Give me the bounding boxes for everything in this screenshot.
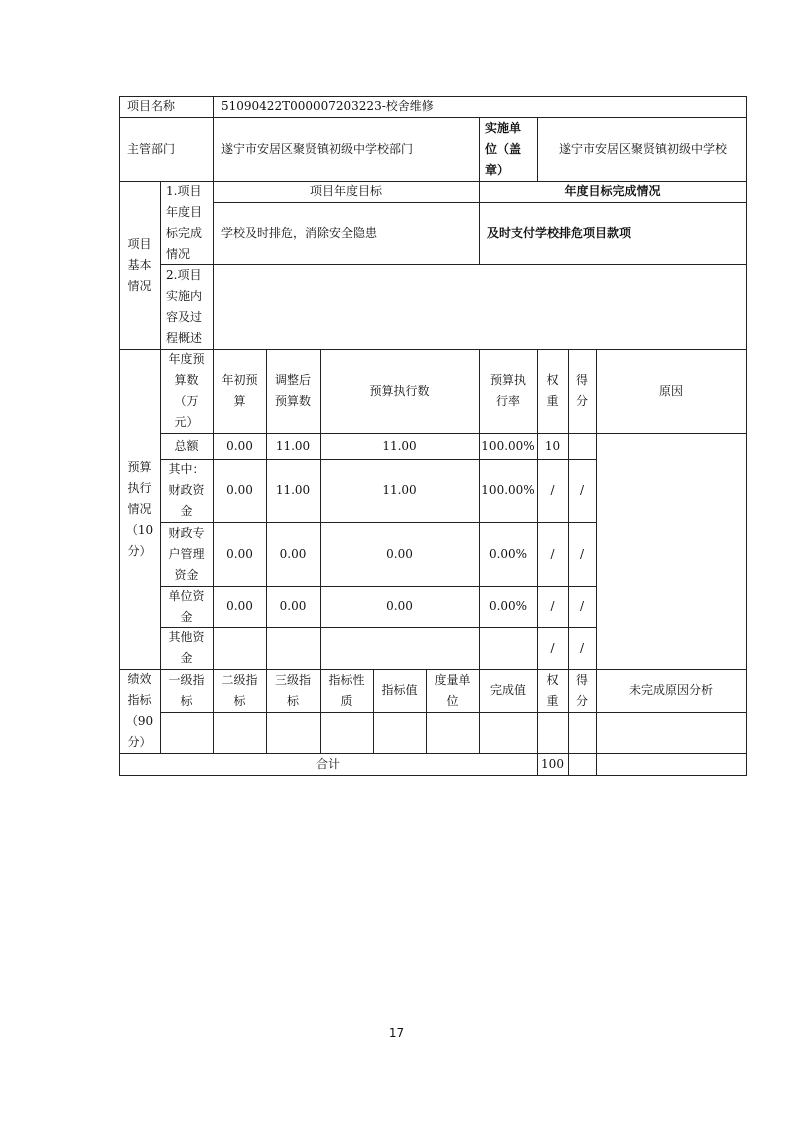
budget-row-weight: / (550, 599, 555, 613)
budget-row-adjusted: 0.00 (279, 546, 307, 561)
completion-header: 年度目标完成情况 (564, 184, 661, 198)
performance-section-label: 绩效 指标 （90 分） (125, 672, 154, 749)
budget-row-executed: 0.00 (386, 599, 413, 613)
budget-row-initial: 0.00 (226, 599, 253, 613)
budget-row-score: / (579, 546, 585, 561)
budget-row-executed: 11.00 (382, 438, 417, 453)
budget-row-executed (320, 627, 479, 669)
budget-row-initial: 0.00 (226, 546, 253, 561)
budget-row-executed: 0.00 (386, 546, 413, 561)
budget-section-label: 预算 执行 情况 （10 分） (125, 459, 154, 558)
budget-row-initial: 0.00 (226, 438, 253, 453)
perf-header-level1: 一级指 标 (168, 672, 205, 708)
process-value (213, 264, 746, 349)
budget-row-weight: / (550, 546, 555, 561)
perf-header-level3: 三级指 标 (274, 672, 311, 708)
budget-header-adjusted: 调整后 预算数 (274, 373, 311, 408)
total-weight: 100 (541, 756, 564, 771)
goal-value: 学校及时排危，消除安全隐患 (221, 225, 378, 240)
page-number: 17 (388, 1026, 405, 1040)
total-label: 合计 (315, 756, 340, 771)
budget-row-executed: 11.00 (382, 483, 417, 497)
project-name-label: 项目名称 (127, 99, 176, 113)
perf-header-analysis: 未完成原因分析 (628, 683, 713, 697)
budget-row-label: 财政专 户管理 资金 (168, 525, 205, 582)
process-label: 2.项目 实施内 容及过 程概述 (166, 267, 203, 345)
budget-row-score: / (579, 640, 585, 655)
budget-header-executed: 预算执行数 (369, 383, 430, 398)
budget-row-score (568, 433, 596, 459)
budget-row-label: 单位资 金 (168, 588, 205, 624)
budget-row-label: 其他资 金 (168, 630, 205, 665)
basic-section-label: 项目 基本 情况 (127, 236, 152, 293)
impl-unit-label: 实施单 位（盖 章） (485, 120, 522, 177)
project-name-value: 51090422T000007203223-校舍维修 (221, 99, 434, 113)
budget-header-weight: 权 重 (546, 373, 559, 408)
impl-unit-value: 遂宁市安居区聚贤镇初级中学校 (559, 141, 728, 156)
budget-header-score: 得 分 (575, 373, 588, 408)
budget-row-weight: 10 (544, 438, 561, 453)
perf-header-weight: 权 重 (546, 672, 559, 708)
budget-header-annual: 年度预 算数 （万 元） (168, 352, 205, 429)
perf-header-unit: 度量单 位 (434, 672, 471, 708)
budget-row-rate: 0.00% (488, 599, 528, 613)
budget-row-initial: 0.00 (226, 483, 253, 497)
perf-header-value: 指标值 (381, 683, 418, 697)
dept-value: 遂宁市安居区聚贤镇初级中学校部门 (221, 141, 414, 156)
budget-row-rate (479, 627, 537, 669)
budget-row-label: 其中： 财政资 金 (168, 462, 205, 518)
budget-row-rate: 100.00% (481, 438, 535, 453)
budget-row-adjusted: 11.00 (275, 483, 311, 497)
perf-header-done: 完成值 (489, 683, 526, 697)
budget-row-adjusted: 0.00 (279, 599, 307, 613)
budget-header-reason: 原因 (658, 383, 683, 398)
perf-header-nature: 指标性 质 (328, 672, 365, 708)
budget-header-rate: 预算执 行率 (489, 373, 526, 408)
perf-header-level2: 二级指 标 (221, 672, 258, 708)
budget-row-adjusted: 11.00 (275, 438, 311, 453)
dept-label: 主管部门 (127, 141, 176, 156)
goal-header: 项目年度目标 (309, 184, 382, 198)
budget-row-weight: / (550, 483, 555, 497)
goal-label: 1.项目 年度目 标完成 情况 (166, 184, 203, 261)
budget-row-initial (213, 627, 266, 669)
budget-row-rate: 0.00% (488, 546, 528, 561)
budget-row-score: / (579, 483, 585, 497)
perf-header-score: 得 分 (575, 672, 588, 708)
completion-value: 及时支付学校排危项目款项 (487, 225, 632, 240)
budget-header-initial: 年初预 算 (221, 373, 258, 408)
budget-row-score: / (579, 599, 585, 613)
budget-row-adjusted (266, 627, 320, 669)
budget-row-label: 总额 (174, 438, 199, 453)
budget-row-weight: / (550, 640, 555, 655)
budget-row-rate: 100.00% (481, 483, 535, 497)
